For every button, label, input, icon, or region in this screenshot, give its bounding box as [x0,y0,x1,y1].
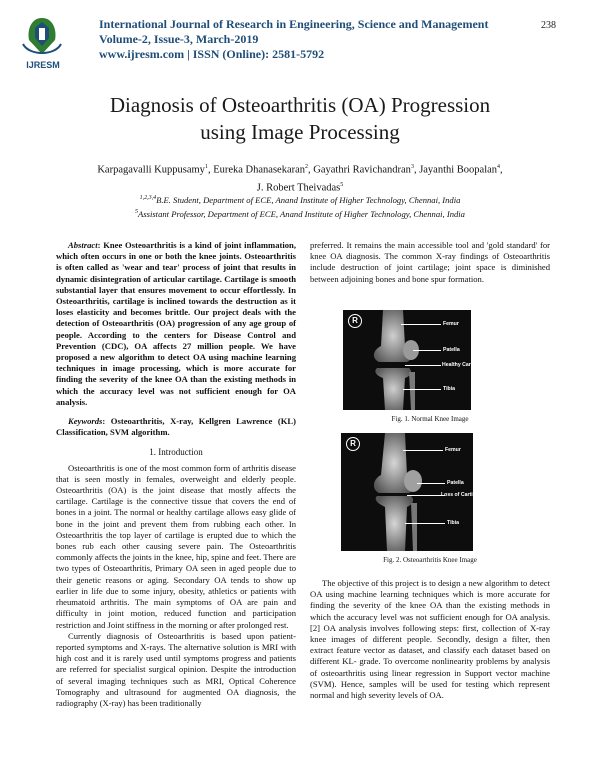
journal-logo-icon [17,14,67,60]
affiliation-1-text: B.E. Student, Department of ECE, Anand Institute of Higher Technology, Chennai, India [156,194,461,205]
keywords-label: Keywords [68,416,103,427]
objective-paragraph: The objective of this project is to design a new algorithm to detect OA using machine learning techniques which is more accurate for finding the severity of the knee OA than the existing methods in which the accuracy level was not sufficient enough for OA analysis. [2] OA analysis involves following steps: first, collection of X-ray knee images of different people. Secondly, design a filter, then extract feature vector as dataset, and classify each dataset based on different KL- grade. To overcome nonlinearity problems by analysis of osteoarthritis using linear regression in Support vector machine (SVM). Hence, samples will be used for testing which represent normal and high severity levels of OA. [310,578,550,701]
author-2: , Eureka Dhanasekaran [207,164,306,176]
author-list [50,160,550,195]
figure-1-label-tibia: Tibia [443,386,456,392]
continued-paragraph: preferred. It remains the main accessible tool and 'gold standard' for knee OA diagnosis. The common X-ray findings of Osteoarthritis include destruction of joint cartilage; joint space is diminished between adjoining bones and bone spur formation. [310,240,550,284]
abstract-label: Abstract [68,240,98,250]
journal-volume: Volume-2, Issue-3, March-2019 [99,32,259,46]
figure-1-label-cartilage: Healthy Cartilage [442,362,485,368]
page-number: 238 [541,20,556,31]
author-3-sup: 3 [410,164,414,170]
figure-1-label-femur: Femur [443,321,459,327]
affiliation-2-text: Assistant Professor, Department of ECE, Anand Institute of Higher Technology, Chennai, India [138,208,465,219]
affiliation-1 [40,192,560,206]
section-heading-introduction: 1. Introduction [149,447,203,458]
author-5: J. Robert Theivadas [256,182,341,193]
affiliation-1-sup: 1,2,3,4 [139,195,157,201]
abstract-text: : Knee Osteoarthritis is a kind of joint inflammation, which often occurs in one or both the knee joints. Osteoarthritis is often called as 'wear and tear' process of joint that results in dynamic disintegration of articular cartilage. Cartilage is smooth substantial layer that ensures movement to occur effortlessly. In Osteoarthritis, cartilage is inclined towards the destruction as it loses elasticity and becomes brittle. Our project deals with the detection of Osteoarthritis (OA) progression of any age group of people. According to the centers for Disease Control and Prevention (CDC), OA affects 27 million people. We have proposed a new algorithm to detect OA using machine learning techniques in image processing, which is more accurate for finding the severity of the knee OA than the existing methods in which the accuracy level was not sufficient enough for OA analysis. [56,240,296,407]
keywords [56,416,296,438]
journal-site[interactable]: www.ijresm.com | ISSN (Online): 2581-5792 [99,47,325,61]
figure-1-cartilage-pointer [405,365,441,366]
journal-header [99,17,519,62]
figure-2-caption: Fig. 2. Osteoarthritis Knee Image [383,556,477,564]
figure-2-label-patella: Patella [447,480,464,486]
figure-1-image [343,310,485,410]
figure-1-tibia-pointer [403,389,441,390]
figure-2-tibia-pointer [405,523,445,524]
figure-1-femur-pointer [401,324,441,325]
intro-paragraph-2: Currently diagnosis of Osteoarthritis is based upon patient-reported symptoms and X-rays. The alternative solution is MRI with high cost and it is rarely used until symptoms progress and patients are referred for specialist surgical opinion. Despite the introduction of several imaging techniques such as MRI, Optical Coherence Tomography and ultrasound for augmented OA diagnosis, the radiography (X-ray) has been traditionally [56,630,296,708]
author-4-sup: 4 [497,164,501,170]
keywords-text: : Osteoarthritis, X-ray, Kellgren Lawrence (KL) Classification, SVM algorithm. [56,416,296,438]
figure-2-r-badge: R [346,437,360,451]
affiliation-2-sup: 5 [135,209,139,215]
title-line-2: using Image Processing [200,120,400,144]
author-4: , Jayanthi Boopalan [413,164,498,176]
figure-2-cartilage-pointer [407,495,445,496]
journal-name: International Journal of Research in Engineering, Science and Management [99,17,489,31]
right-column [310,240,550,285]
figure-1-label-patella: Patella [443,347,460,353]
author-3: , Gayathri Ravichandran [308,164,411,176]
figure-1-r-badge: R [348,314,362,328]
figure-2-label-cartilage: Loss of Cartilage [441,492,484,498]
paper-title [60,92,540,146]
figure-2-label-tibia: Tibia [447,520,460,526]
affiliation-2 [40,206,560,220]
left-column [56,240,296,709]
author-5-sup: 5 [340,181,344,188]
abstract [56,240,296,408]
figure-2-image [341,433,484,551]
objective-block [310,578,550,701]
figure-2-patella-pointer [417,483,445,484]
authors-comma: , [500,164,503,176]
author-1-sup: 1 [204,164,208,170]
logo-text: IJRESM [26,60,60,70]
author-1: Karpagavalli Kuppusamy [97,164,205,176]
figure-2-femur-pointer [403,450,443,451]
title-line-1: Diagnosis of Osteoarthritis (OA) Progression [109,93,491,117]
intro-paragraph-1: Osteoarthritis is one of the most common form of arthritis disease that is seen mostly in females, overweight and elderly people. Osteoarthritis (OA) is the joint disease that mostly affects the cartilage. Cartilage is the connective tissue that covers the end of bones in a joint. The normal or healthy cartilage allows easy glide of bone in the joint and prevent them from rubbing each other. In Osteoarthritis the top layer of cartilage is erupted due to which the bones rub each other causing severe pain. The Osteoarthritis commonly affects the joints in the knee, hip, spine and feet. There are two types of Osteoarthritis, Primary OA seen in aged people due to their genetic reasons or aging. Secondary OA tends to show up earlier in life due to some injury, obesity, athletics or patients with rheumatoid arthritis. The main symptoms of OA are pain and difficulty in joint motion, reduced function and participation restriction and Joint stiffness in the morning or after prolonged rest. [56,462,296,630]
figure-1-caption: Fig. 1. Normal Knee Image [391,415,469,423]
author-2-sup: 2 [305,164,309,170]
figure-1-patella-pointer [413,350,441,351]
figure-2-label-femur: Femur [445,447,461,453]
